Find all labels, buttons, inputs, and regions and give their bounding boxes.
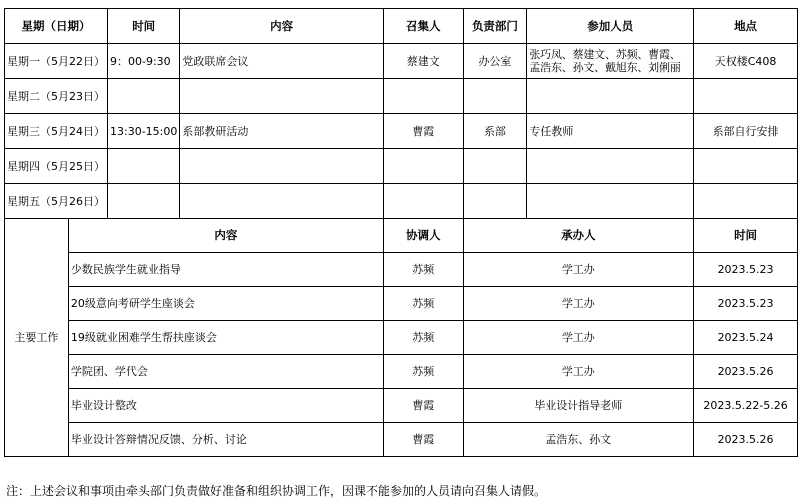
main-work-row bbox=[5, 253, 798, 287]
day-row-thursday bbox=[5, 149, 798, 184]
main-work-content: 20级意向考研学生座谈会 bbox=[68, 287, 383, 321]
weekly-schedule-table bbox=[4, 8, 798, 457]
day-weekday: 星期一（5月22日） bbox=[5, 44, 108, 79]
main-work-time: 2023.5.23 bbox=[694, 253, 798, 287]
main-work-content: 学院团、学代会 bbox=[68, 355, 383, 389]
day-weekday: 星期四（5月25日） bbox=[5, 149, 108, 184]
day-participants bbox=[527, 184, 694, 219]
main-work-time: 2023.5.22-5.26 bbox=[694, 389, 798, 423]
day-row-friday bbox=[5, 184, 798, 219]
main-work-handler: 孟浩东、孙文 bbox=[463, 423, 694, 457]
main-work-content: 毕业设计答辩情况反馈、分析、讨论 bbox=[68, 423, 383, 457]
header-convener: 召集人 bbox=[383, 9, 463, 44]
main-work-header-time: 时间 bbox=[694, 219, 798, 253]
header-time: 时间 bbox=[108, 9, 180, 44]
day-participants: 专任教师 bbox=[527, 114, 694, 149]
main-work-handler: 毕业设计指导老师 bbox=[463, 389, 694, 423]
schedule-header-row bbox=[5, 9, 798, 44]
main-work-coordinator: 苏频 bbox=[383, 321, 463, 355]
day-content: 党政联席会议 bbox=[180, 44, 384, 79]
day-content bbox=[180, 184, 384, 219]
main-work-coordinator: 苏频 bbox=[383, 355, 463, 389]
main-work-label: 主要工作 bbox=[5, 219, 69, 457]
main-work-row bbox=[5, 355, 798, 389]
main-work-header-row bbox=[5, 219, 798, 253]
day-convener bbox=[383, 149, 463, 184]
main-work-handler: 学工办 bbox=[463, 253, 694, 287]
day-location bbox=[694, 79, 798, 114]
main-work-row bbox=[5, 287, 798, 321]
day-time: 13:30-15:00 bbox=[108, 114, 180, 149]
main-work-time: 2023.5.24 bbox=[694, 321, 798, 355]
day-time bbox=[108, 79, 180, 114]
main-work-coordinator: 曹霞 bbox=[383, 423, 463, 457]
main-work-header-handler: 承办人 bbox=[463, 219, 694, 253]
main-work-handler: 学工办 bbox=[463, 355, 694, 389]
main-work-content: 少数民族学生就业指导 bbox=[68, 253, 383, 287]
day-dept bbox=[463, 184, 527, 219]
day-participants bbox=[527, 149, 694, 184]
main-work-time: 2023.5.23 bbox=[694, 287, 798, 321]
day-time bbox=[108, 149, 180, 184]
header-dept: 负责部门 bbox=[463, 9, 527, 44]
day-content bbox=[180, 79, 384, 114]
main-work-row bbox=[5, 389, 798, 423]
main-work-coordinator: 苏频 bbox=[383, 253, 463, 287]
main-work-header-content: 内容 bbox=[68, 219, 383, 253]
day-dept: 办公室 bbox=[463, 44, 527, 79]
day-row-tuesday bbox=[5, 79, 798, 114]
day-weekday: 星期五（5月26日） bbox=[5, 184, 108, 219]
main-work-content: 19级就业困难学生帮扶座谈会 bbox=[68, 321, 383, 355]
day-row-monday bbox=[5, 44, 798, 79]
day-time bbox=[108, 184, 180, 219]
header-location: 地点 bbox=[694, 9, 798, 44]
header-weekday: 星期（日期） bbox=[5, 9, 108, 44]
day-location: 天权楼C408 bbox=[694, 44, 798, 79]
day-convener: 曹霞 bbox=[383, 114, 463, 149]
footnote: 注：上述会议和事项由牵头部门负责做好准备和组织协调工作，因课不能参加的人员请向召集人请假。 bbox=[6, 484, 547, 498]
day-participants: 张巧凤、蔡建文、苏频、曹霞、孟浩东、孙文、戴旭东、刘俐丽 bbox=[527, 44, 694, 79]
day-content: 系部教研活动 bbox=[180, 114, 384, 149]
day-participants bbox=[527, 79, 694, 114]
main-work-row bbox=[5, 321, 798, 355]
day-dept bbox=[463, 149, 527, 184]
day-time: 9：00-9:30 bbox=[108, 44, 180, 79]
day-weekday: 星期三（5月24日） bbox=[5, 114, 108, 149]
header-participants: 参加人员 bbox=[527, 9, 694, 44]
day-weekday: 星期二（5月23日） bbox=[5, 79, 108, 114]
main-work-time: 2023.5.26 bbox=[694, 355, 798, 389]
day-convener bbox=[383, 184, 463, 219]
day-dept: 系部 bbox=[463, 114, 527, 149]
main-work-time: 2023.5.26 bbox=[694, 423, 798, 457]
day-dept bbox=[463, 79, 527, 114]
main-work-content: 毕业设计整改 bbox=[68, 389, 383, 423]
main-work-handler: 学工办 bbox=[463, 321, 694, 355]
main-work-handler: 学工办 bbox=[463, 287, 694, 321]
main-work-coordinator: 曹霞 bbox=[383, 389, 463, 423]
main-work-row bbox=[5, 423, 798, 457]
day-content bbox=[180, 149, 384, 184]
day-location bbox=[694, 149, 798, 184]
main-work-header-coordinator: 协调人 bbox=[383, 219, 463, 253]
day-convener bbox=[383, 79, 463, 114]
day-location bbox=[694, 184, 798, 219]
day-row-wednesday bbox=[5, 114, 798, 149]
header-content: 内容 bbox=[180, 9, 384, 44]
day-location: 系部自行安排 bbox=[694, 114, 798, 149]
day-convener: 蔡建文 bbox=[383, 44, 463, 79]
main-work-coordinator: 苏频 bbox=[383, 287, 463, 321]
